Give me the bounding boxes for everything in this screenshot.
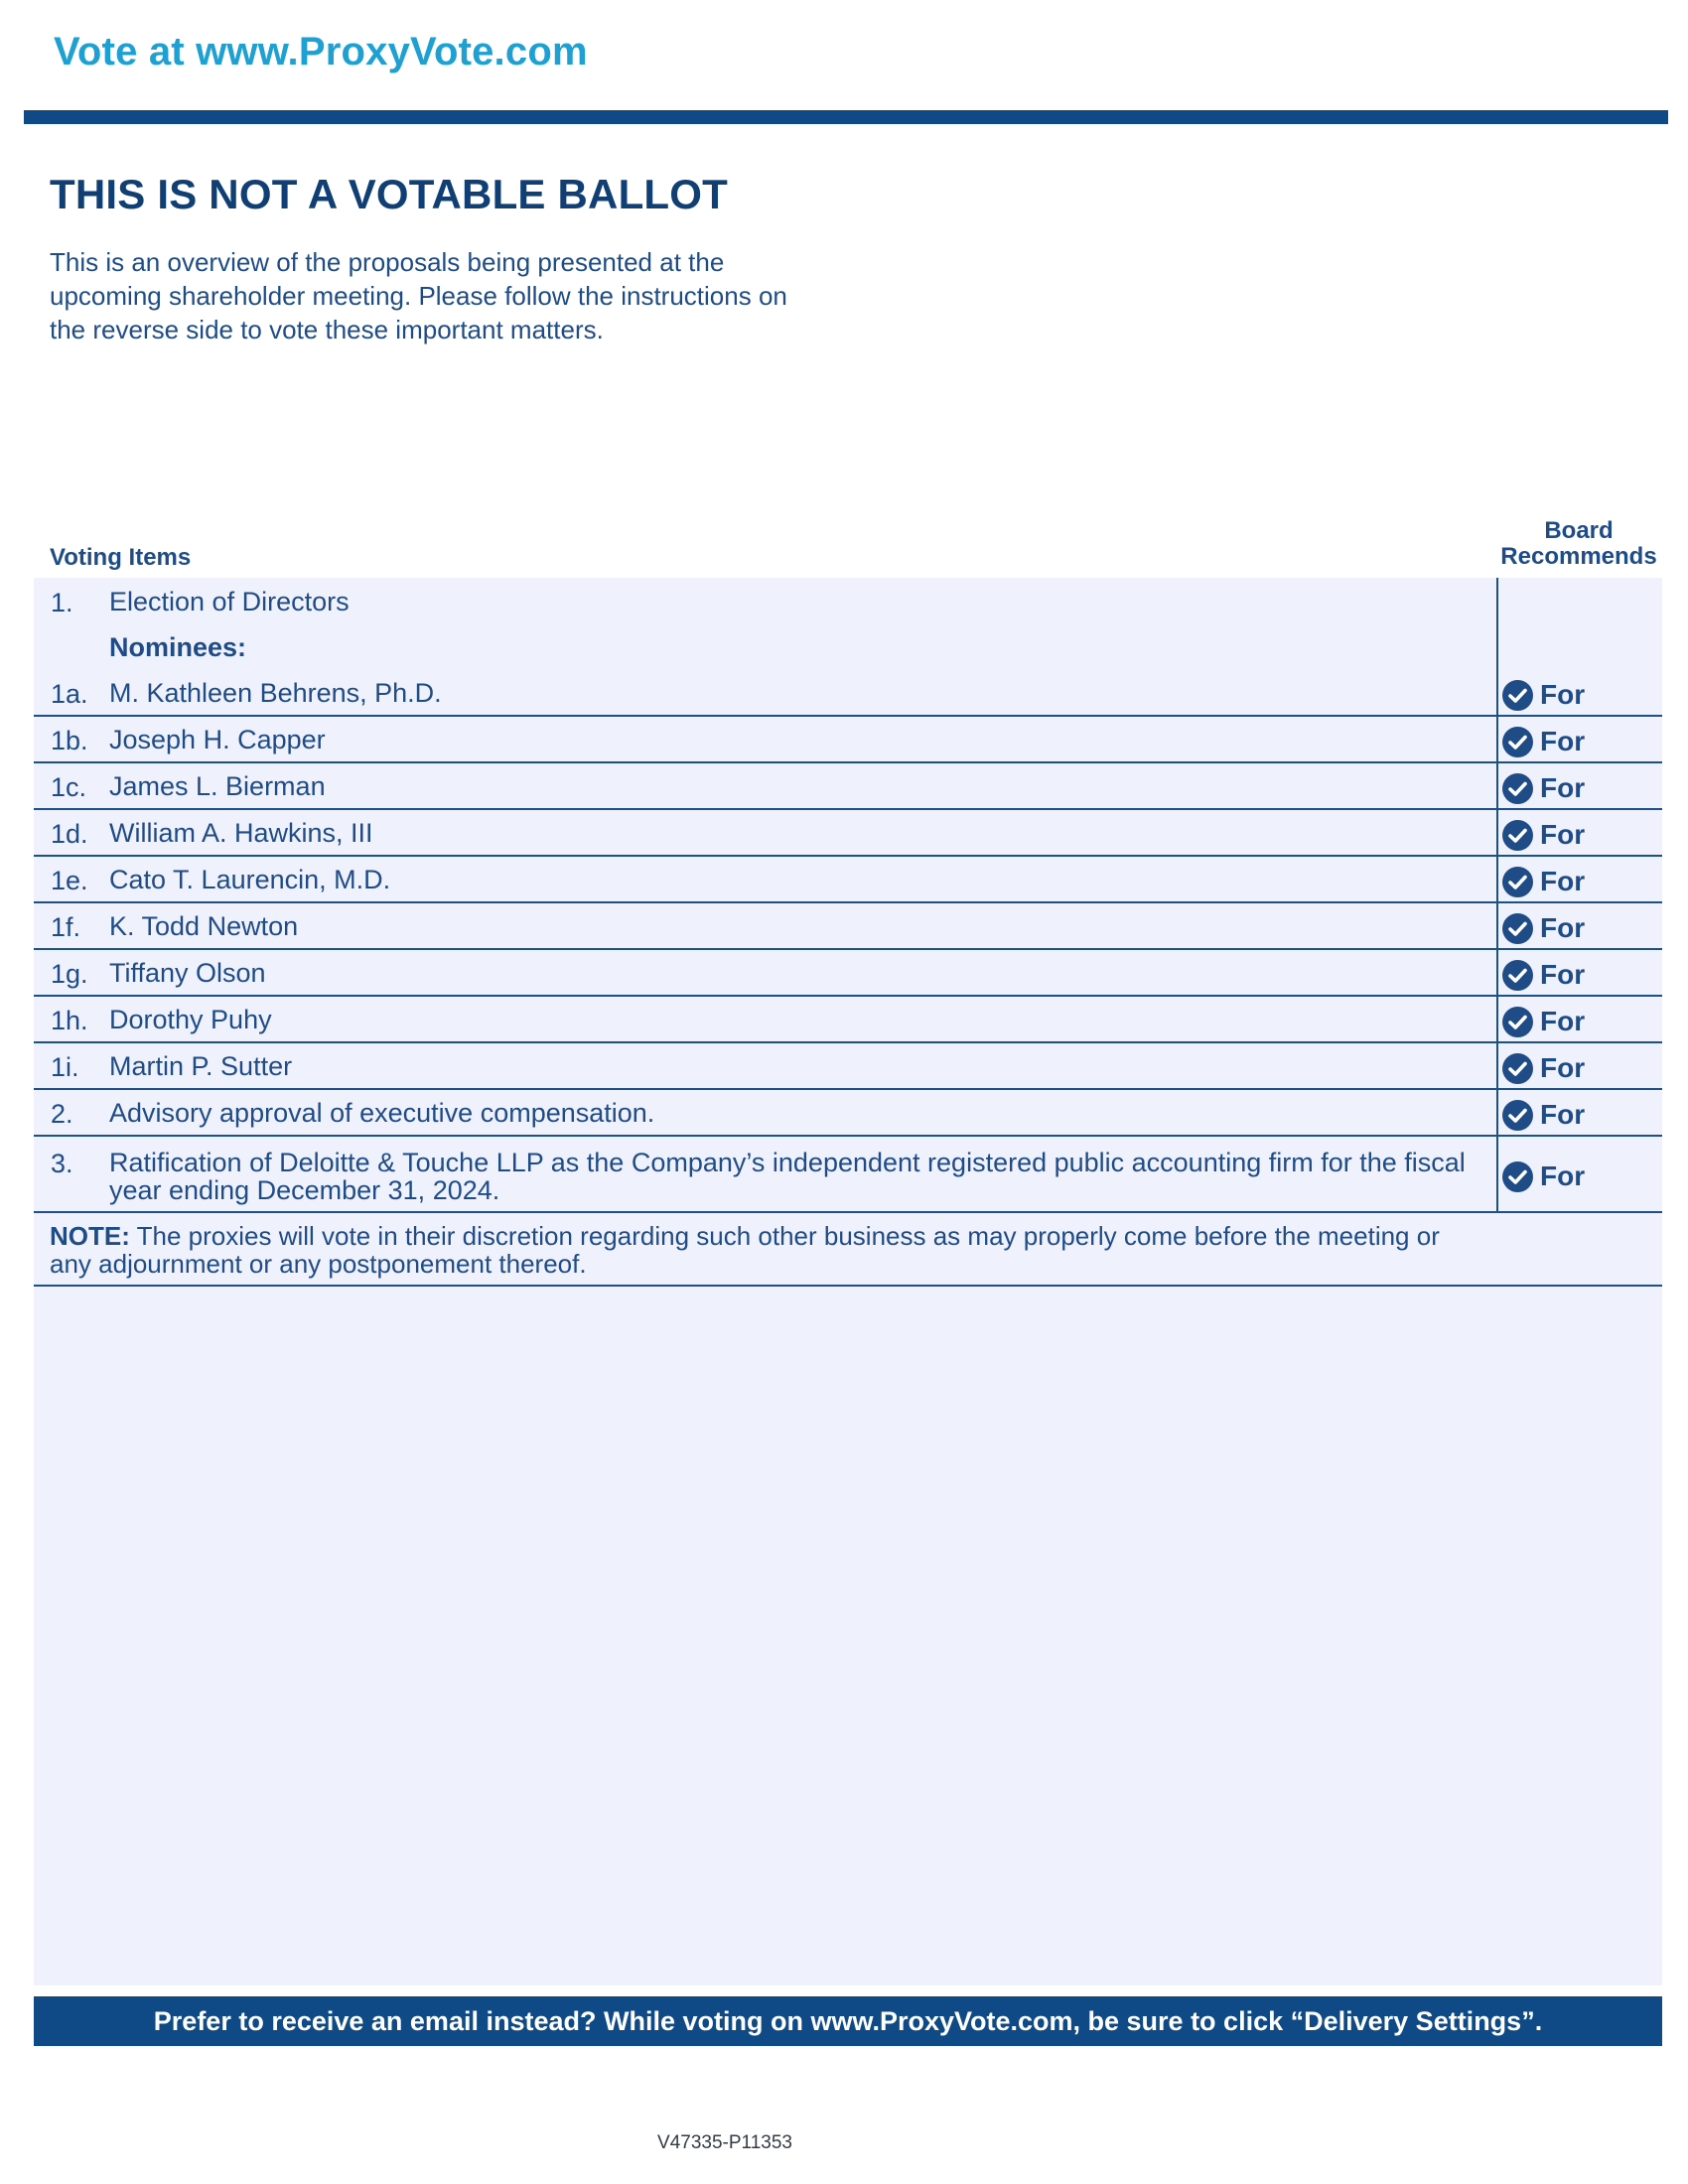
check-circle-icon (1501, 912, 1534, 945)
item-number: 3. (51, 1149, 73, 1178)
item-number: 1. (51, 588, 73, 617)
check-circle-icon (1501, 679, 1534, 712)
table-row (34, 810, 1662, 857)
page-title: THIS IS NOT A VOTABLE BALLOT (50, 171, 729, 217)
note-line: any adjournment or any postponement thereof. (50, 1249, 587, 1279)
recommendation (1501, 1005, 1585, 1038)
banner-text: Prefer to receive an email instead? While voting on www.ProxyVote.com, be sure to click “Delivery Settings”. (153, 2005, 1543, 2036)
item-label: Election of Directors (109, 587, 350, 616)
recommendation-label: For (1540, 1160, 1586, 1191)
item-label-line: Ratification of Deloitte & Touche LLP as the Company’s independent registered public accounting firm for the fiscal (109, 1148, 1466, 1177)
table-row (34, 763, 1662, 810)
item-number: 2. (51, 1099, 73, 1129)
table-row (34, 950, 1662, 997)
check-circle-icon (1501, 726, 1534, 758)
item-label: Joseph H. Capper (109, 725, 326, 754)
election-row (34, 578, 1662, 623)
table-row (34, 997, 1662, 1043)
header-divider (24, 110, 1668, 124)
check-circle-icon (1501, 819, 1534, 852)
recommendation-label: For (1540, 772, 1586, 803)
recommendation (1501, 1051, 1585, 1085)
recommendation-label: For (1540, 912, 1586, 943)
note-label: NOTE: (50, 1221, 130, 1251)
recommendation (1501, 911, 1585, 945)
item-label: K. Todd Newton (109, 911, 299, 941)
board-header-line: Recommends (1500, 543, 1657, 570)
item-label: James L. Bierman (109, 771, 326, 801)
recommendation-label: For (1540, 679, 1586, 710)
item-label-line: year ending December 31, 2024. (109, 1175, 500, 1205)
note-text (50, 1222, 1499, 1278)
item-number: 1b. (51, 726, 88, 755)
item-number: 1h. (51, 1006, 88, 1035)
recommendation (1501, 1160, 1585, 1193)
recommendation-label: For (1540, 959, 1586, 990)
board-header-line: Board (1544, 517, 1614, 544)
item-label: William A. Hawkins, III (109, 818, 373, 848)
recommendation-label: For (1540, 1099, 1586, 1130)
note-line: The proxies will vote in their discretion regarding such other business as may properly come before the meeting or (136, 1221, 1440, 1251)
table-row (34, 903, 1662, 950)
delivery-settings-banner (34, 1996, 1662, 2046)
voting-items-header: Voting Items (50, 544, 192, 571)
recommendation (1501, 865, 1585, 898)
recommendation-label: For (1540, 726, 1586, 756)
intro-text (50, 245, 864, 346)
table-row (34, 717, 1662, 763)
item-label: Martin P. Sutter (109, 1051, 293, 1081)
intro-line: upcoming shareholder meeting. Please follow the instructions on (50, 281, 787, 311)
document-id: V47335-P11353 (657, 2132, 792, 2153)
item-number: 1e. (51, 866, 88, 895)
item-label: Tiffany Olson (109, 958, 266, 988)
check-circle-icon (1501, 959, 1534, 992)
recommendation (1501, 678, 1585, 712)
item-label: M. Kathleen Behrens, Ph.D. (109, 678, 442, 708)
check-circle-icon (1501, 1052, 1534, 1085)
check-circle-icon (1501, 1099, 1534, 1132)
table-row (34, 669, 1662, 717)
recommendation-label: For (1540, 1006, 1586, 1036)
item-label: Advisory approval of executive compensation. (109, 1098, 655, 1128)
table-row (34, 1043, 1662, 1090)
item-number: 1g. (51, 959, 88, 989)
table-row (34, 857, 1662, 903)
nominees-row (34, 623, 1662, 669)
recommendation-column-divider (1496, 578, 1498, 1213)
item-number: 1c. (51, 772, 87, 802)
recommendation (1501, 1098, 1585, 1132)
item-label: Cato T. Laurencin, M.D. (109, 865, 391, 894)
check-circle-icon (1501, 1160, 1534, 1193)
item-label (109, 1149, 1466, 1204)
item-number: 1f. (51, 912, 81, 942)
recommendation (1501, 771, 1585, 805)
check-circle-icon (1501, 1006, 1534, 1038)
proxyvote-link[interactable]: Vote at www.ProxyVote.com (54, 30, 588, 73)
intro-line: This is an overview of the proposals being presented at the (50, 247, 725, 277)
recommendation (1501, 818, 1585, 852)
check-circle-icon (1501, 866, 1534, 898)
recommendation-label: For (1540, 866, 1586, 896)
item-label: Dorothy Puhy (109, 1005, 272, 1034)
nominees-label: Nominees: (109, 632, 247, 662)
recommendation (1501, 725, 1585, 758)
item-number: 1i. (51, 1052, 79, 1082)
recommendation-label: For (1540, 1052, 1586, 1083)
item-number: 1a. (51, 679, 88, 709)
board-recommends-header (1489, 518, 1668, 570)
recommendation-label: For (1540, 819, 1586, 850)
table-row (34, 1090, 1662, 1137)
table-row (34, 1137, 1662, 1213)
item-number: 1d. (51, 819, 88, 849)
intro-line: the reverse side to vote these important matters. (50, 315, 604, 344)
recommendation (1501, 958, 1585, 992)
check-circle-icon (1501, 772, 1534, 805)
